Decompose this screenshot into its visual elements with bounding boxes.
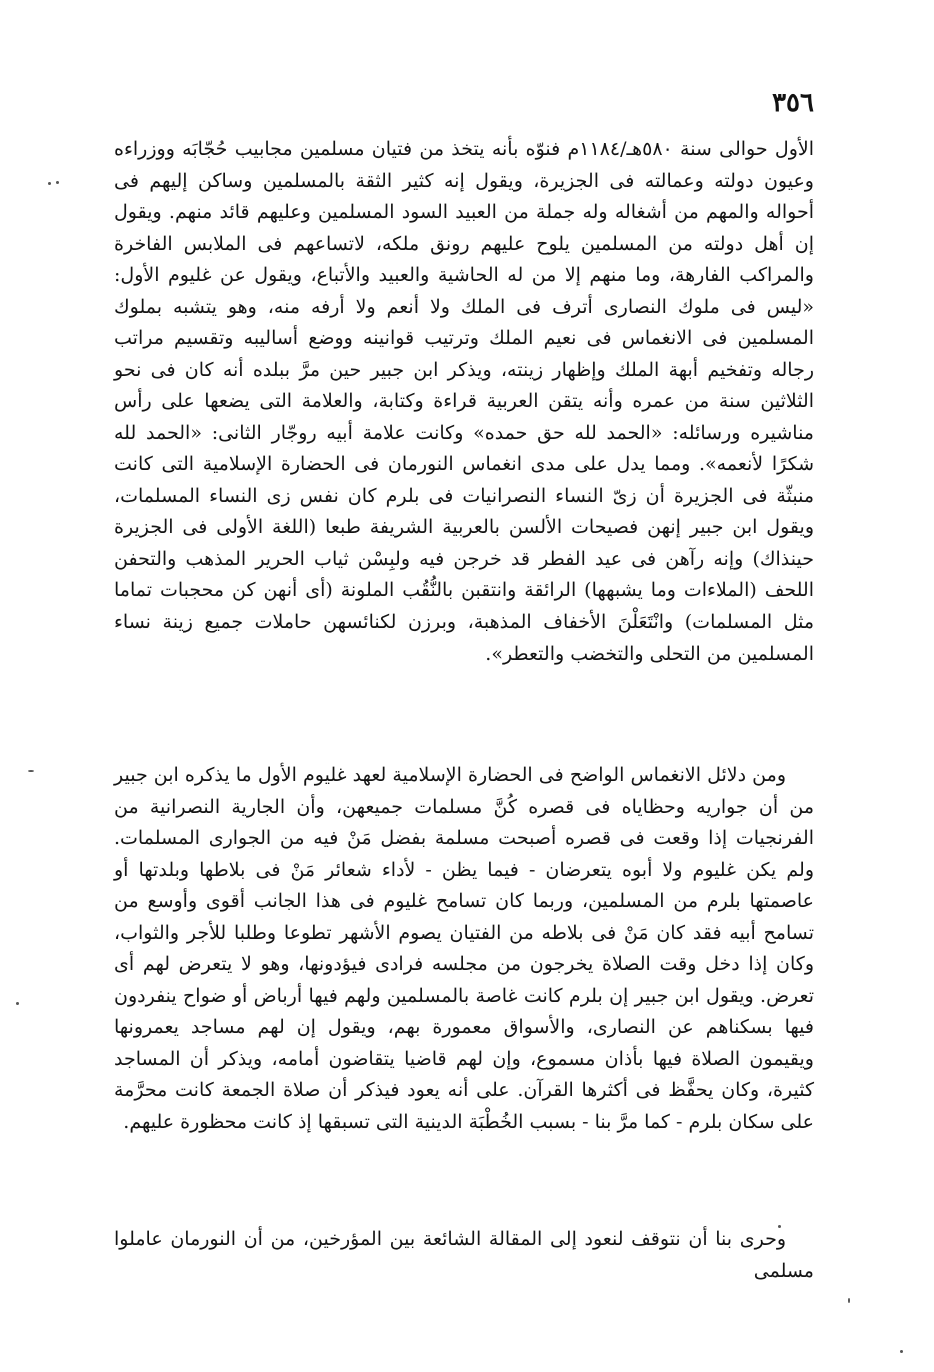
scan-speck	[900, 1350, 903, 1353]
paragraph-1: الأول حوالى سنة ٥٨٠هـ/١١٨٤م فنوّه بأنه يتخذ من فتيان مسلمين مجابيب حُجّابَه ووزراءه وعيون دولته وعمالته فى الجزيرة، ويقول إنه كثير الثقة بالمسلمين وساكن إليهم فى أحواله والمهم من أشغاله وله جملة من العبيد السود المسلمين وعليهم قائد منهم. ويقول إن أهل دولته من المسلمين يلوح عليهم رونق ملكه، لاتساعهم فى الملابس الفاخرة والمراكب الفارهة، وما منهم إلا من له الحاشية والعبيد والأتباع، ويقول عن غليوم الأول: «ليس فى ملوك النصارى أترف فى الملك ولا أنعم ولا أرفه منه، وهو يتشبه بملوك المسلمين فى الانغماس فى نعيم الملك وترتيب قوانينه ووضع أساليبه وتقسيم مراتب رجاله وتفخيم أبهة الملك وإظهار زينته، ويذكر ابن جبير حين مرَّ ببلده أنه كان فى نحو الثلاثين سنة من عمره وأنه يتقن العربية قراءة وكتابة، والعلامة التى يضعها على رأس مناشيره ورسائله: «الحمد لله حق حمده» وكانت علامة أبيه روجّار الثانى: «الحمد لله شكرًا لأنعمه». ومما يدل على مدى انغماس النورمان فى الحضارة الإسلامية التى كانت منبثّة فى الجزيرة أن زىّ النساء النصرانيات فى بلرم كان نفس زى النساء المسلمات، ويقول ابن جبير إنهن فصيحات الألسن بالعربية الشريفة طبعا (اللغة الأولى فى الجزيرة حينذاك) وإنه رآهن فى عيد الفطر قد خرجن فيه ولبِسْن ثياب الحرير المذهب والتحفن اللحف (الملاءات وما يشبهها) الرائقة وانتقبن بالنُّقُب الملونة (أى أنهن كن محجبات تماما مثل المسلمات) وانْتَعَلْنَ الأخفاف المذهبة، وبرزن لكنائسهن حاملات جميع زينة نساء المسلمين من التحلى والتخضب والتعطر».	[114, 138, 814, 665]
scan-speck	[16, 1002, 19, 1005]
paragraph-3: وحرى بنا أن نتوقف لنعود إلى المقالة الشائعة بين المؤرخين، من أن النورمان عاملوا مسلمى	[114, 1228, 814, 1282]
scan-speck	[56, 181, 59, 184]
scan-speck	[28, 770, 34, 772]
page-number: ٣٥٦	[772, 88, 814, 118]
scan-speck	[48, 182, 51, 185]
paragraph-2: ومن دلائل الانغماس الواضح فى الحضارة الإسلامية لعهد غليوم الأول ما يذكره ابن جبير من أن جواريه وحظاياه فى قصره كُنَّ مسلمات جميعهن، وأن الجارية النصرانية من الفرنجيات إذا وقعت فى قصره أصبحت مسلمة بفضل مَنْ فيه من الجوارى المسلمات. ولم يكن غليوم ولا أبوه يتعرضان - فيما يظن - لأداء شعائر مَنْ فى بلاطها وبلدتها أو عاصمتها بلرم من المسلمين، وربما كان تسامح غليوم فى هذا الجانب أقوى وأوسع من تسامح أبيه فقد كان مَنْ فى بلاطه من الفتيان يصوم الأشهر تطوعا وطلبا للأجر والثواب، وكان إذا دخل وقت الصلاة يخرجون من مجلسه فرادى فيؤدونها، وهو لا يتعرض لهم أى تعرض. ويقول ابن جبير إن بلرم كانت غاصة بالمسلمين ولهم فيها أرباض أو ضواح ينفردون فيها بسكناهم عن النصارى، والأسواق معمورة بهم، ويقول إن لهم مساجد يعمرونها ويقيمون الصلاة فيها بأذان مسموع، وإن لهم قاضيا يتقاضون أمامه، ويذكر أن المساجد كثيرة، وكان يحفَّظ فى أكثرها القرآن. على أنه يعود فيذكر أن صلاة الجمعة كانت محرَّمة على سكان بلرم - كما مرَّ بنا - بسبب الخُطْبَة الدينية التى تسبقها إذ كانت محظورة عليهم.	[114, 764, 814, 1133]
scan-speck	[848, 1298, 850, 1303]
scan-speck	[778, 1225, 781, 1228]
